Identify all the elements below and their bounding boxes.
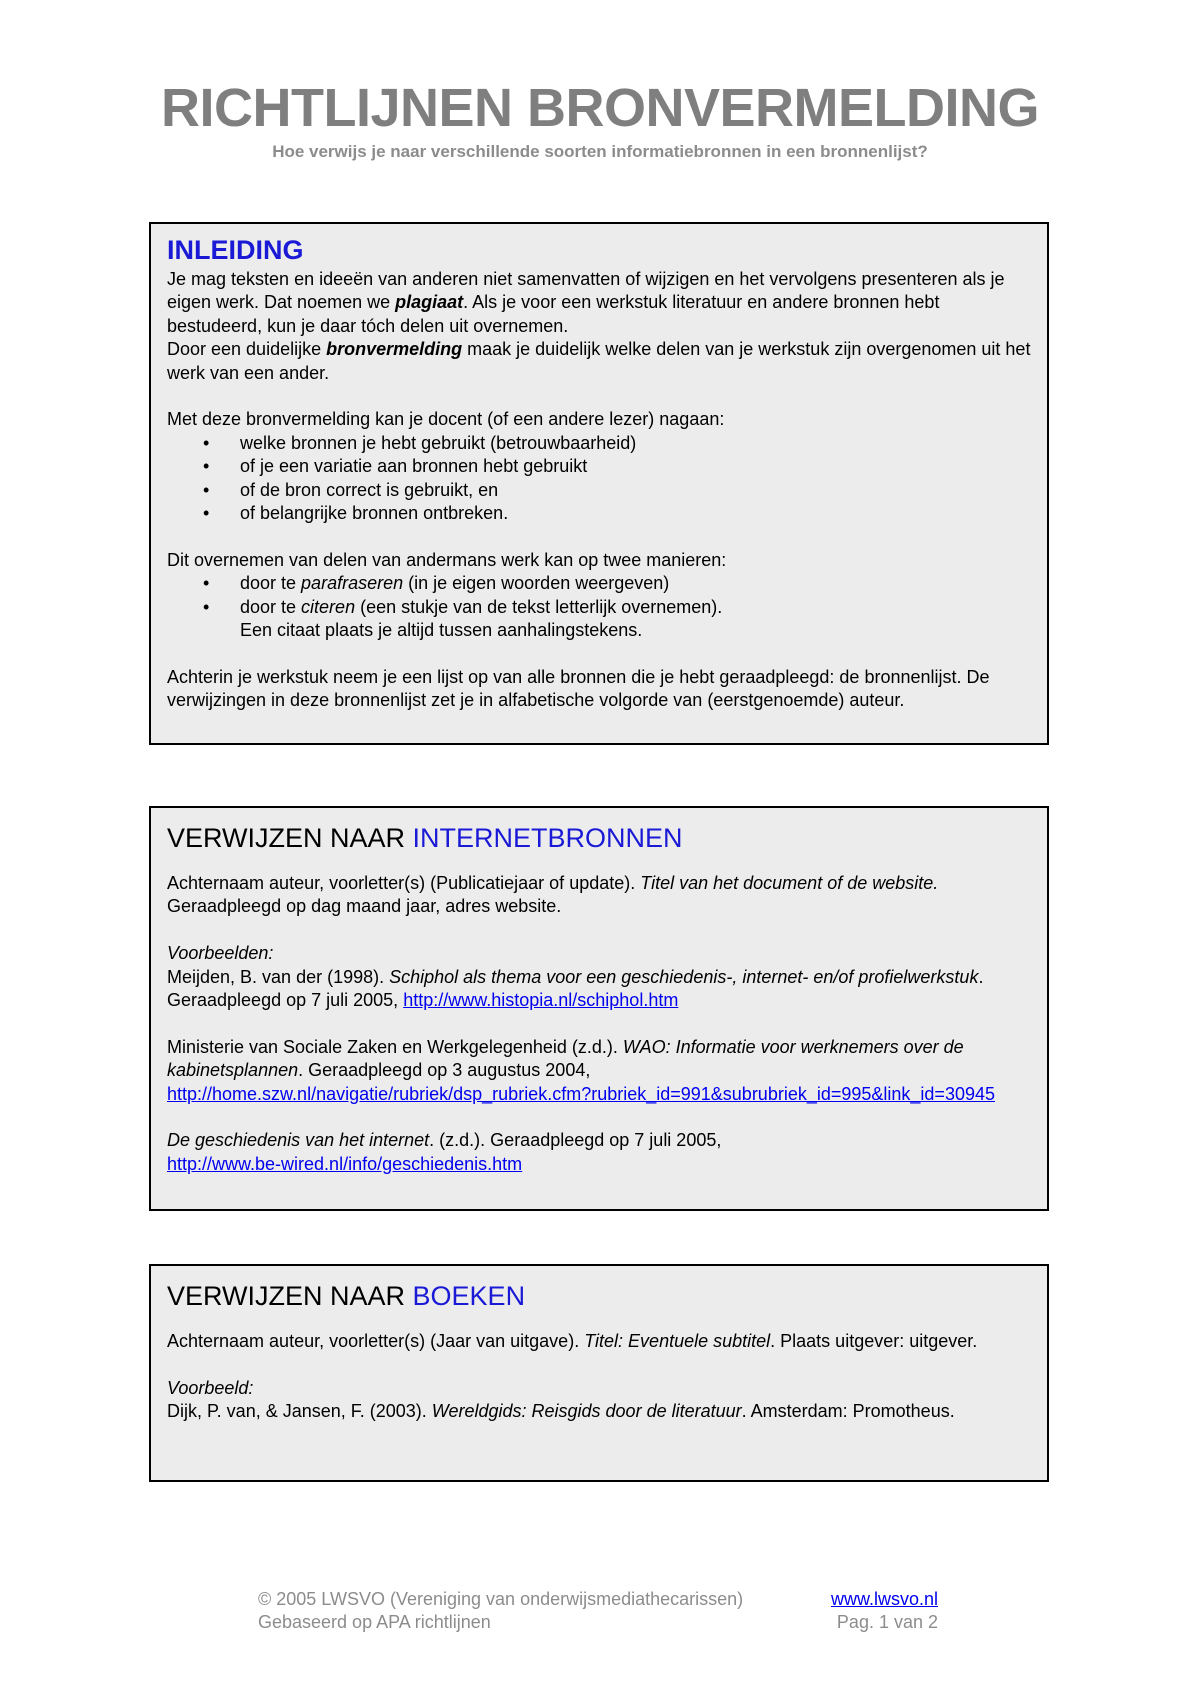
intro-paragraph-4: Dit overnemen van delen van andermans werk kan op twee manieren:: [167, 549, 727, 570]
list-item: • of belangrijke bronnen ontbreken.: [167, 502, 1031, 525]
intro-paragraph-1: Je mag teksten en ideeën van anderen niet samenvatten of wijzigen en het vervolgens presenteren als je eigen werk. Dat noemen we plagiaat. Als je voor een werkstuk literatuur en andere bronnen hebt bestudeerd, kun je daar tóch delen uit overnemen.: [167, 269, 1005, 336]
checklist: [167, 432, 1031, 526]
document-header: [0, 78, 1200, 162]
list-item: • door te citeren (een stukje van de tekst letterlijk overnemen).: [167, 596, 1031, 619]
histopia-link[interactable]: http://www.histopia.nl/schiphol.htm: [403, 990, 679, 1011]
internet-title: VERWIJZEN NAAR INTERNETBRONNEN: [167, 823, 683, 853]
internet-example-1: Meijden, B. van der (1998). Schiphol als thema voor een geschiedenis-, internet- en/of profielwerkstuk. Geraadpleegd op 7 juli 2005, http://www.histopia.nl/schiphol.htm: [167, 966, 984, 1011]
internet-example-2: Ministerie van Sociale Zaken en Werkgelegenheid (z.d.). WAO: Informatie voor werknemers over de kabinetsplannen. Geraadpleegd op 3 augustus 2004, http://home.szw.nl/navigatie/rubriek/dsp_rubriek.cfm?rubriek_id=991&subrubriek_id=995&link_id=30945: [167, 1036, 995, 1104]
books-section: [149, 1264, 1049, 1482]
intro-title: INLEIDING: [167, 235, 304, 265]
examples-label: Voorbeelden:: [167, 943, 274, 964]
intro-paragraph-5: Achterin je werkstuk neem je een lijst op van alle bronnen die je hebt geraadpleegd: de bronnenlijst. De verwijzingen in deze bronnenlijst zet je in alfabetische volgorde van (eerstgenoemde) auteur.: [167, 666, 990, 711]
list-item: • of de bron correct is gebruikt, en: [167, 479, 1031, 502]
internet-format: Achternaam auteur, voorletter(s) (Publicatiejaar of update). Titel van het document of de website. Geraadpleegd op dag maand jaar, adres website.: [167, 873, 939, 917]
lwsvo-link[interactable]: www.lwsvo.nl: [830, 1589, 938, 1609]
list-item: • door te parafraseren (in je eigen woorden weergeven): [167, 572, 1031, 595]
list-item-continuation: Een citaat plaats je altijd tussen aanhalingstekens.: [240, 620, 643, 641]
books-example: Dijk, P. van, & Jansen, F. (2003). Wereldgids: Reisgids door de literatuur. Amsterdam: Promotheus.: [167, 1401, 955, 1422]
methods-list: [167, 572, 1031, 642]
page-title: RICHTLIJNEN BRONVERMELDING: [160, 78, 1040, 138]
be-wired-link[interactable]: http://www.be-wired.nl/info/geschiedenis.htm: [167, 1153, 523, 1174]
szw-link[interactable]: http://home.szw.nl/navigatie/rubriek/dsp_rubriek.cfm?rubriek_id=991&subrubriek_id=995&link_id=30945: [167, 1083, 995, 1104]
intro-paragraph-3: Met deze bronvermelding kan je docent (of een andere lezer) nagaan:: [167, 409, 725, 430]
intro-paragraph-2: Door een duidelijke bronvermelding maak je duidelijk welke delen van je werkstuk zijn overgenomen uit het werk van een ander.: [167, 339, 1031, 383]
internet-example-3: De geschiedenis van het internet. (z.d.). Geraadpleegd op 7 juli 2005, http://www.be-wired.nl/info/geschiedenis.htm: [167, 1130, 722, 1174]
list-item: • welke bronnen je hebt gebruikt (betrouwbaarheid): [167, 432, 1031, 455]
copyright-text: © 2005 LWSVO (Vereniging van onderwijsmediathecarissen): [258, 1589, 744, 1609]
list-item: • of je een variatie aan bronnen hebt gebruikt: [167, 455, 1031, 478]
books-format: Achternaam auteur, voorletter(s) (Jaar van uitgave). Titel: Eventuele subtitel. Plaats uitgever: uitgever.: [167, 1331, 978, 1351]
example-label: Voorbeeld:: [167, 1377, 254, 1398]
page-subtitle: Hoe verwijs je naar verschillende soorten informatiebronnen in een bronnenlijst?: [272, 142, 928, 161]
page-footer: [258, 1588, 938, 1634]
based-on-text: Gebaseerd op APA richtlijnen: [258, 1612, 491, 1632]
books-title: VERWIJZEN NAAR BOEKEN: [167, 1281, 526, 1311]
page-number: Pag. 1 van 2: [836, 1612, 938, 1632]
intro-section: [149, 222, 1049, 745]
internet-section: [149, 806, 1049, 1211]
